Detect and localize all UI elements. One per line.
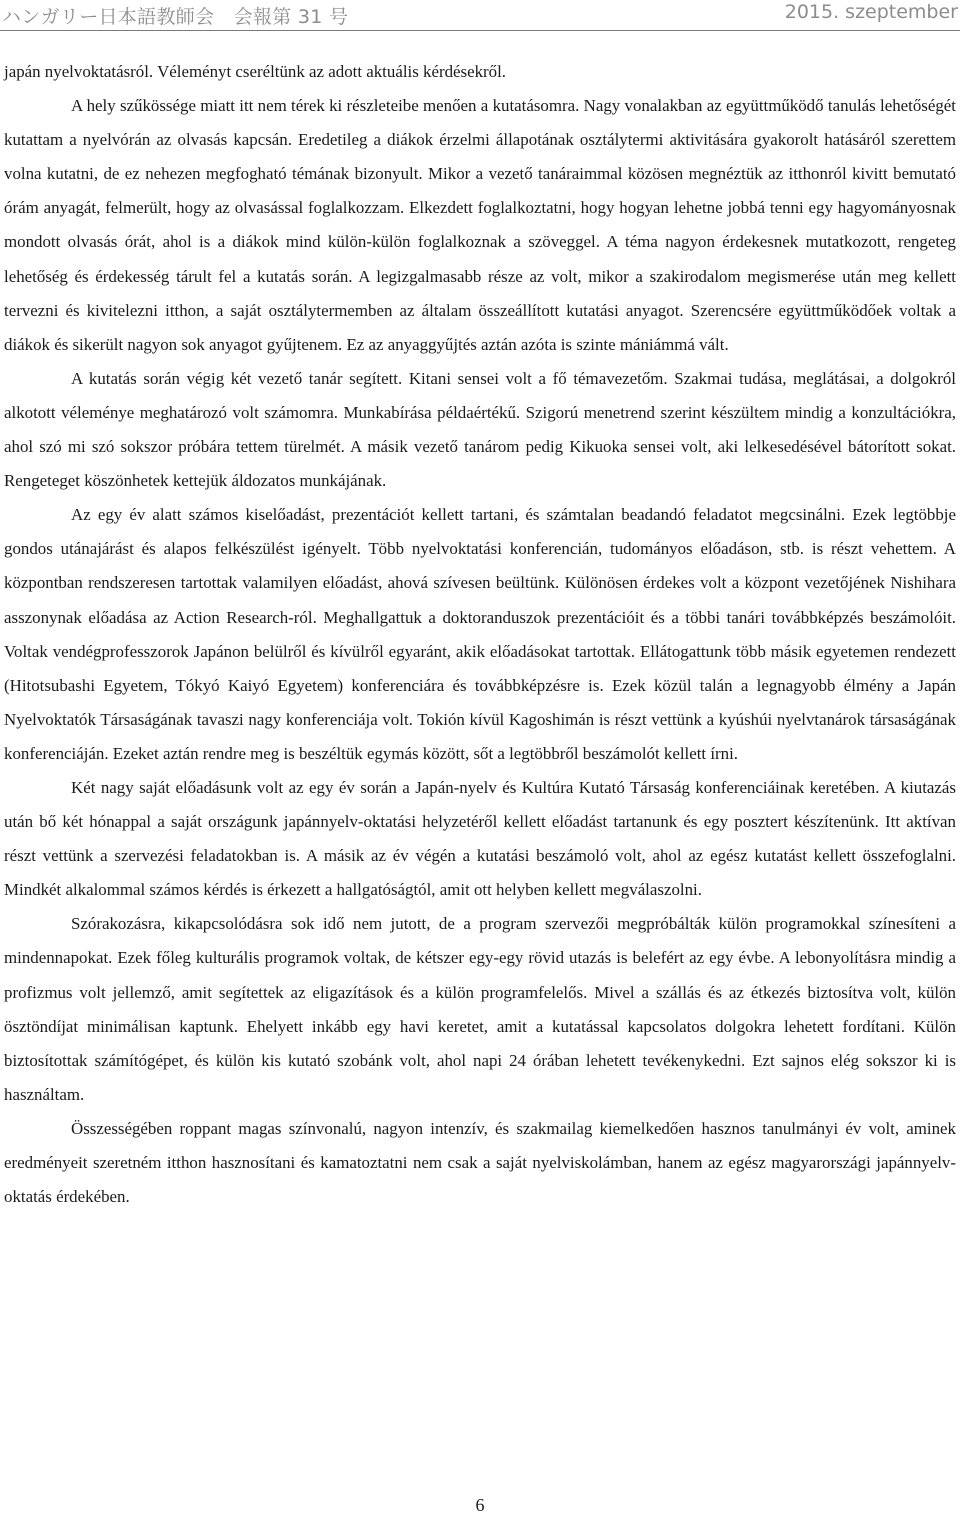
- paragraph: japán nyelvoktatásról. Véleményt cseréltünk az adott aktuális kérdésekről.: [4, 62, 507, 81]
- paragraph: Két nagy saját előadásunk volt az egy év során a Japán-nyelv és Kultúra Kutató Társaság konferenciáinak keretében. A kiutazás után bő két hónappal a saját országunk japánnyelv-oktatási helyzetéről kellett előadást tartanunk és egy posztert készítenünk. Itt aktívan részt vettünk a szervezési feladatokban is. A másik az év végén a kutatási beszámoló volt, ahol az egész kutatást kellett összefoglalni. Mindkét alkalommal számos kérdés is érkezett a hallgatóságtól, amit ott helyben kellett megválaszolni.: [4, 777, 956, 900]
- paragraph: A kutatás során végig két vezető tanár segített. Kitani sensei volt a fő témavezetőm. Szakmai tudása, meglátásai, a dolgokról alkotott véleménye meghatározó volt számomra. Munkabírása példaértékű. Szigorú menetrend szerint készültem mindig a konzultációkra, ahol szó mi szó sokszor próbára tettem türelmét. A másik vezető tanárom pedig Kikuoka sensei volt, aki lelkesedésével bátorított sokat. Rengeteget köszönhetek kettejük áldozatos munkájának.: [4, 368, 956, 491]
- paragraph: Szórakozásra, kikapcsolódásra sok idő nem jutott, de a program szervezői megpróbálták külön programokkal színesíteni a mindennapokat. Ezek főleg kulturális programok voltak, de kétszer egy-egy rövid utazás is belefért az egy évbe. A lebonyolításra mindig a profizmus volt jellemző, amit segítettek az eligazítások és a külön programfelelős. Mivel a szállás és az étkezés biztosítva volt, külön ösztöndíjat minimálisan kaptunk. Ehelyett inkább egy havi keretet, amit a kutatással kapcsolatos dolgokra lehetett fordítani. Külön biztosítottak számítógépet, és külön kis kutató szobánk volt, ahol napi 24 órában lehetett tevékenykedni. Ezt sajnos elég sokszor ki is használtam.: [4, 914, 956, 1104]
- paragraph: Összességében roppant magas színvonalú, nagyon intenzív, és szakmailag kiemelkedően hasznos tanulmányi év volt, aminek eredményeit szeretném itthon hasznosítani és kamatoztatni nem csak a saját nyelviskolámban, hanem az egész magyarországi japánnyelv-oktatás érdekében.: [4, 1118, 956, 1207]
- newsletter-title: ハンガリー日本語教師会 会報第 31 号: [2, 6, 349, 28]
- paragraph: A hely szűkössége miatt itt nem térek ki részleteibe menően a kutatásomra. Nagy vonalakban az együttműködő tanulás lehetőségét kutattam a nyelvórán az olvasás kapcsán. Eredetileg a diákok érzelmi állapotának osztálytermi aktivitására gyakorolt hatásáról szerettem volna kutatni, de ez nehezen megfogható témának bizonyult. Mikor a vezető tanáraimmal közösen megnéztük az itthonról kivitt bemutató órám anyagát, felmerült, hogy az olvasással foglalkozzam. Elkezdett foglalkoztatni, hogy hogyan lehetne jobbá tenni egy hagyományosnak mondott olvasás órát, ahol is a diákok mind külön-külön foglalkoznak a szöveggel. A téma nagyon érdekesnek mutatkozott, rengeteg lehetőség és érdekesség tárult fel a kutatás során. A legizgalmasabb része az volt, mikor a szakirodalom megismerése után meg kellett tervezni és kivitelezni itthon, a saját osztálytermemben az általam összeállított kutatási anyagot. Szerencsére együttműködőek voltak a diákok és sikerült nagyon sok anyagot gyűjtenem. Ez az anyaggyűjtés aztán azóta is szinte mániámmá vált.: [4, 96, 956, 354]
- issue-date: 2015. szeptember: [784, 1, 958, 23]
- article-body: [4, 55, 956, 1214]
- paragraph: Az egy év alatt számos kiselőadást, prezentációt kellett tartani, és számtalan beadandó feladatot megcsinálni. Ezek legtöbbje gondos utánajárást és alapos felkészülést igényelt. Több nyelvoktatási konferencián, tudományos előadáson, stb. is részt vehettem. A központban rendszeresen tartottak valamilyen előadást, ahová szívesen beültünk. Különösen érdekes volt a központ vezetőjének Nishihara asszonynak előadása az Action Research-ról. Meghallgattuk a doktoranduszok prezentációit és a többi tanári továbbképzés beszámolóit. Voltak vendégprofesszorok Japánon belülről és kívülről egyaránt, akik előadásokat tartottak. Ellátogattunk több másik egyetemen rendezett (Hitotsubashi Egyetem, Tókyó Kaiyó Egyetem) konferenciára és továbbképzésre is. Ezek közül talán a legnagyobb élmény a Japán Nyelvoktatók Társaságának tavaszi nagy konferenciája volt. Tokión kívül Kagoshimán is részt vettünk a kyúshúi nyelvtanárok társaságának konferenciáján. Ezeket aztán rendre meg is beszéltük egymás között, sőt a legtöbbről beszámolót kellett írni.: [4, 505, 956, 763]
- page-header: [0, 0, 960, 31]
- page-number: 6: [475, 1495, 485, 1515]
